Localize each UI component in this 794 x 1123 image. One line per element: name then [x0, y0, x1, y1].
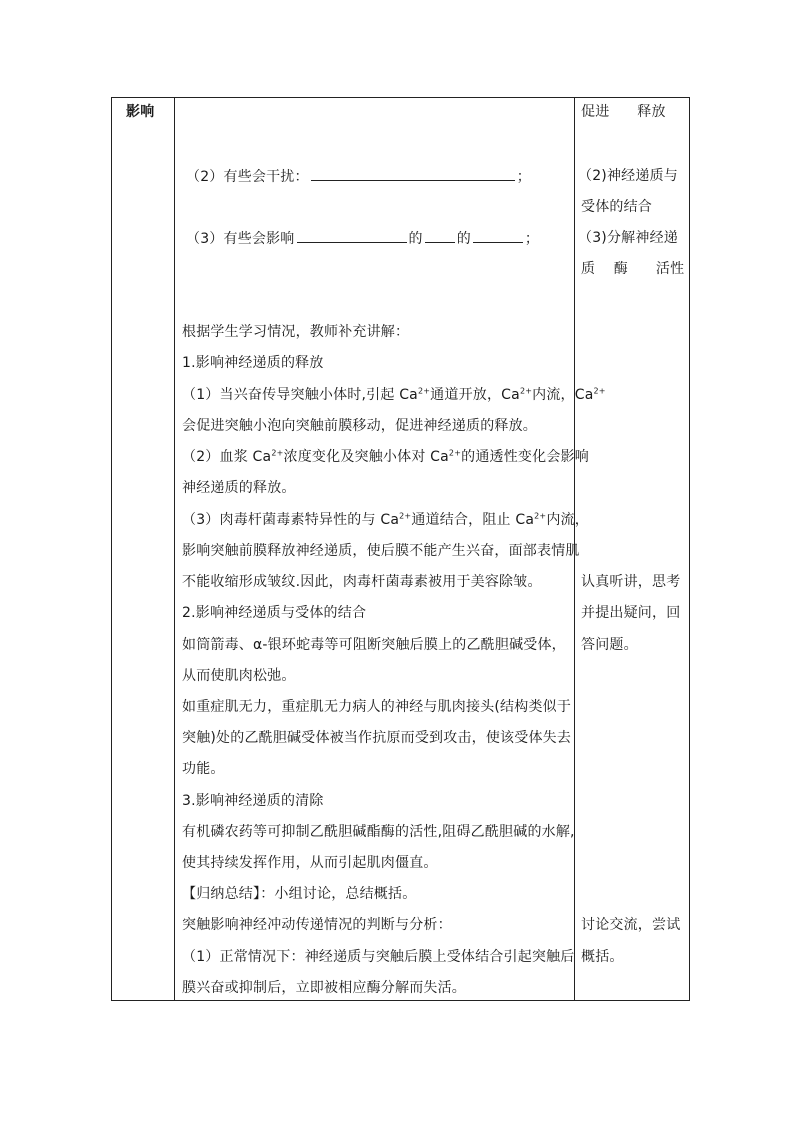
superscript: 2+ [417, 386, 431, 396]
para-1-line-a [182, 386, 606, 404]
fill-in-line-3 [186, 229, 539, 248]
lecture-intro: 根据学生学习情况，教师补充讲解： [182, 324, 410, 340]
text-span: （2）血浆 Ca [182, 449, 272, 465]
text-span: 内流， [546, 512, 589, 528]
superscript: 2+ [534, 511, 547, 521]
text-span: 的通透性变化会影响 [461, 449, 589, 465]
activity-2-line-b: 概括。 [581, 949, 624, 965]
para-4-line-a: 如筒箭毒、α-银环蛇毒等可阻断突触后膜上的乙酰胆碱受体， [182, 637, 566, 653]
fill-in-2-suffix: ； [516, 169, 531, 185]
answer-2-line-a: （2)神经递质与 [578, 168, 678, 184]
text-span: 通道开放，Ca [430, 387, 520, 403]
fill-in-2-prefix: （2）有些会干扰： [186, 169, 309, 185]
blank-field[interactable] [297, 229, 407, 243]
para-2-line-b: 神经递质的释放。 [182, 480, 296, 496]
para-4-line-b: 从而使肌肉松弛。 [182, 668, 296, 684]
category-label: 影响 [126, 104, 155, 120]
text-span: （3）肉毒杆菌毒素特异性的与 Ca [182, 512, 400, 528]
para-8-line-a: （1）正常情况下：神经递质与突触后膜上受体结合引起突触后 [182, 949, 575, 965]
fill-in-line-2 [186, 167, 531, 186]
section-1-title: 1.影响神经递质的释放 [182, 355, 324, 371]
para-6-line-b: 使其持续发挥作用，从而引起肌肉僵直。 [182, 855, 438, 871]
column-divider-1 [174, 98, 175, 1000]
para-5-line-b: 突触)处的乙酰胆碱受体被当作抗原而受到攻击，使该受体失去 [182, 730, 572, 746]
section-2-title: 2.影响神经递质与受体的结合 [182, 605, 367, 621]
fill-in-3-mid1: 的 [408, 231, 423, 247]
superscript: 2+ [271, 448, 284, 458]
superscript: 2+ [519, 386, 533, 396]
summary-line: 【归纳总结】：小组讨论，总结概括。 [182, 886, 417, 902]
activity-1-line-a: 认真听讲，思考 [581, 574, 681, 590]
para-8-line-b: 膜兴奋或抑制后，立即被相应酶分解而失活。 [182, 980, 466, 996]
superscript: 2+ [593, 386, 606, 396]
superscript: 2+ [399, 511, 412, 521]
text-span: 浓度变化及突触小体对 Ca [283, 449, 449, 465]
para-3-line-b: 影响突触前膜释放神经递质，使后膜不能产生兴奋，面部表情肌 [182, 543, 580, 559]
para-1-line-b: 会促进突触小泡向突触前膜移动，促进神经递质的释放。 [182, 418, 537, 434]
para-3-line-a [182, 511, 589, 529]
blank-field[interactable] [311, 167, 515, 181]
text-span: 通道结合，阻止 Ca [411, 512, 535, 528]
para-6-line-a: 有机磷农药等可抑制乙酰胆碱酯酶的活性,阻碍乙酰胆碱的水解, [182, 824, 575, 840]
para-7: 突触影响神经冲动传递情况的判断与分析： [182, 917, 452, 933]
text-span: 内流，Ca [532, 387, 594, 403]
activity-1-line-b: 并提出疑问，回 [581, 605, 681, 621]
activity-2-line-a: 讨论交流，尝试 [581, 917, 681, 933]
blank-field[interactable] [425, 229, 455, 243]
fill-in-3-mid2: 的 [456, 231, 471, 247]
section-3-title: 3.影响神经递质的清除 [182, 793, 324, 809]
answer-1: 促进 释放 [581, 104, 666, 120]
answer-3-line-a: （3)分解神经递 [578, 230, 678, 246]
text-span: （1）当兴奋传导突触小体时,引起 Ca [182, 387, 418, 403]
para-3-line-c: 不能收缩形成皱纹.因此，肉毒杆菌毒素被用于美容除皱。 [182, 574, 542, 590]
fill-in-3-suffix: ； [524, 231, 540, 247]
para-5-line-a: 如重症肌无力，重症肌无力病人的神经与肌肉接头(结构类似于 [182, 699, 572, 715]
para-2-line-a [182, 448, 589, 466]
activity-1-line-c: 答问题。 [581, 637, 638, 653]
para-5-line-c: 功能。 [182, 761, 225, 777]
fill-in-3-prefix: （3）有些会影响 [186, 231, 295, 247]
answer-2-line-b: 受体的结合 [581, 199, 652, 215]
superscript: 2+ [448, 448, 462, 458]
blank-field[interactable] [473, 229, 523, 243]
answer-3-line-b: 质 酶 活性 [581, 261, 685, 277]
